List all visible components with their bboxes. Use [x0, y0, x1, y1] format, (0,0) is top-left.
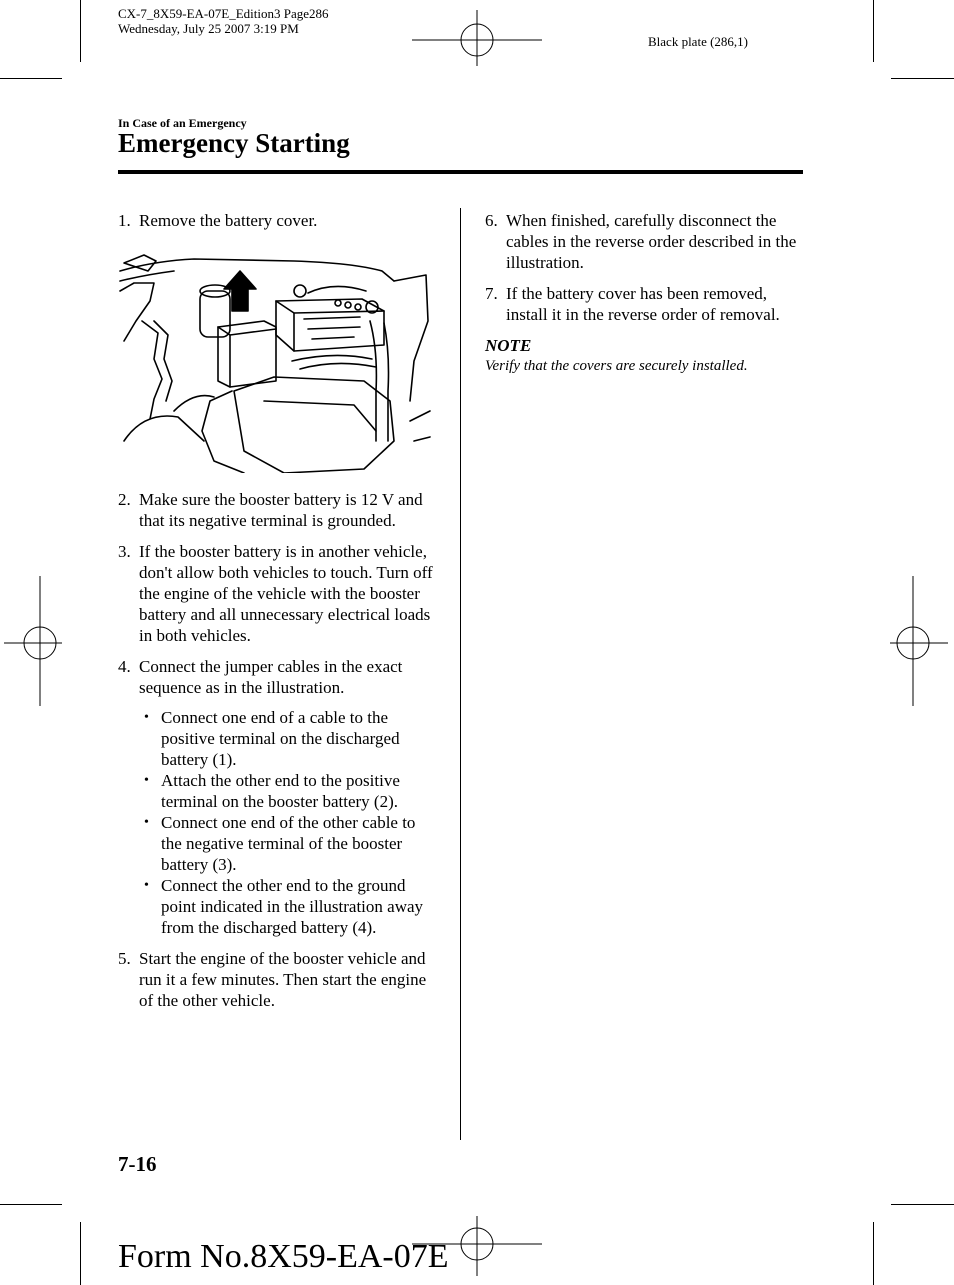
step-number: 4.: [118, 657, 131, 676]
crop-mark: [80, 0, 81, 62]
step-3: [118, 541, 436, 646]
step-text: If the battery cover has been removed, install it in the reverse order of removal.: [506, 284, 780, 324]
bullet-text: Connect one end of a cable to the positive terminal on the discharged battery (1).: [161, 708, 400, 769]
file-info: CX-7_8X59-EA-07E_Edition3 Page286: [118, 6, 329, 21]
bullet-text: Connect the other end to the ground point indicated in the illustration away from the discharged battery (4).: [161, 876, 424, 937]
left-column: [118, 210, 436, 1021]
step-text: Make sure the booster battery is 12 V and that its negative terminal is grounded.: [139, 490, 423, 530]
step-number: 3.: [118, 542, 131, 561]
step-number: 5.: [118, 949, 131, 968]
note-heading: NOTE: [485, 336, 532, 355]
list-item: [139, 707, 436, 770]
step-7: [485, 283, 805, 325]
bullet-icon: •: [144, 815, 149, 830]
form-number: Form No.8X59-EA-07E: [118, 1238, 449, 1275]
title-rule: [118, 170, 803, 174]
step-number: 7.: [485, 284, 498, 303]
bullet-text: Connect one end of the other cable to the negative terminal of the booster battery (3).: [161, 813, 416, 874]
print-metadata: [118, 6, 329, 36]
bullet-icon: •: [144, 710, 149, 725]
list-item: [139, 770, 436, 812]
step-text: Start the engine of the booster vehicle and run it a few minutes. Then start the engine of the other vehicle.: [139, 949, 427, 1010]
crop-mark: [891, 1204, 954, 1205]
registration-mark-left: [0, 576, 62, 706]
bullet-icon: •: [144, 773, 149, 788]
crop-mark: [873, 0, 874, 62]
crop-mark: [80, 1222, 81, 1285]
registration-mark-top: [412, 10, 542, 66]
step-2: [118, 489, 436, 531]
step-1: [118, 210, 436, 231]
step-text: When finished, carefully disconnect the cables in the reverse order described in the illustration.: [506, 211, 797, 272]
column-divider: [460, 208, 461, 1140]
bullet-icon: •: [144, 878, 149, 893]
crop-mark: [891, 78, 954, 79]
step-number: 2.: [118, 490, 131, 509]
step-text: Remove the battery cover.: [139, 211, 318, 230]
step-5: [118, 948, 436, 1011]
section-label: In Case of an Emergency: [118, 116, 247, 130]
note-text: Verify that the covers are securely installed.: [485, 358, 748, 374]
print-date: Wednesday, July 25 2007 3:19 PM: [118, 21, 299, 36]
registration-mark-right: [890, 576, 954, 706]
connection-sequence-list: [139, 707, 436, 938]
step-text: Connect the jumper cables in the exact sequence as in the illustration.: [139, 657, 403, 697]
crop-mark: [0, 1204, 62, 1205]
page-number: 7-16: [118, 1152, 157, 1176]
step-6: [485, 210, 805, 273]
plate-label: Black plate (286,1): [648, 34, 748, 49]
battery-cover-removal-illustration: [114, 241, 432, 473]
right-column: [485, 210, 805, 376]
page-title: Emergency Starting: [118, 128, 350, 158]
bullet-text: Attach the other end to the positive terminal on the booster battery (2).: [161, 771, 400, 811]
list-item: [139, 875, 436, 938]
crop-mark: [873, 1222, 874, 1285]
step-number: 6.: [485, 211, 498, 230]
step-4: [118, 656, 436, 938]
step-text: If the booster battery is in another vehicle, don't allow both vehicles to touch. Turn off the engine of the vehicle with the booster battery and all unnecessary electrical loads in both vehicles.: [139, 542, 433, 645]
list-item: [139, 812, 436, 875]
crop-mark: [0, 78, 62, 79]
step-number: 1.: [118, 211, 131, 230]
